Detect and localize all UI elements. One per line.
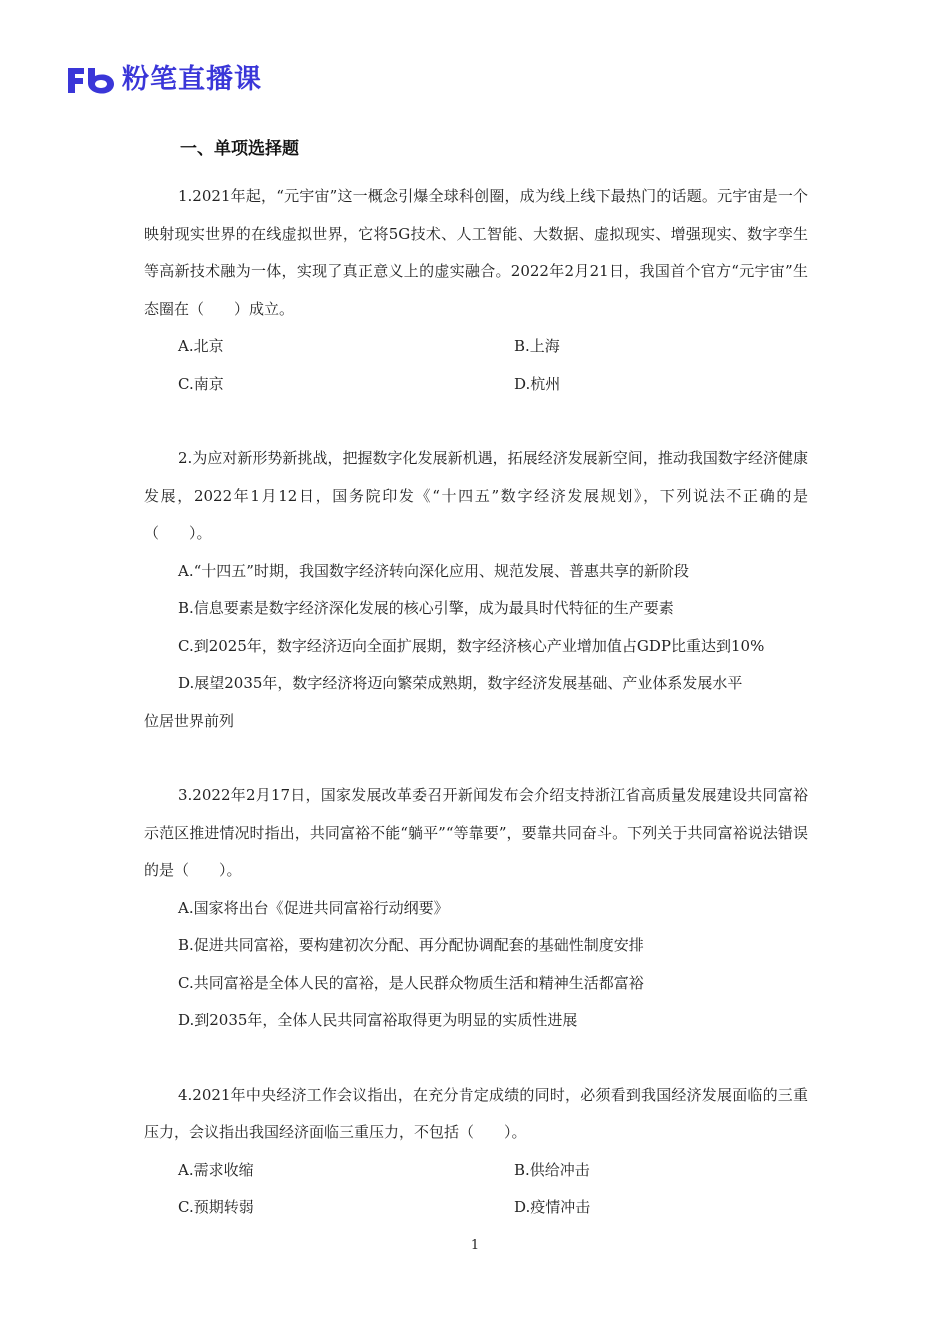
option-a: A.北京 [178,337,224,355]
option-row [144,328,808,366]
option-a: A.“十四五”时期，我国数字经济转向深化应用、规范发展、普惠共享的新阶段 [178,561,689,580]
option-c: C.共同富裕是全体人民的富裕，是人民群众物质生活和精神生活都富裕 [178,973,644,992]
brand-logo [66,62,262,98]
question-3 [144,777,808,1040]
question-stem: 2.为应对新形势新挑战，把握数字化发展新机遇，拓展经济发展新空间，推动我国数字经济健康发展，2022年1月12日，国务院印发《“十四五”数字经济发展规划》，下列说法不正确的是（ ）。 [144,449,808,542]
question-stem: 1.2021年起，“元宇宙”这一概念引爆全球科创圈，成为线上线下最热门的话题。元宇宙是一个映射现实世界的在线虚拟世界，它将5G技术、人工智能、大数据、虚拟现实、增强现实、数字孪生等高新技术融为一体，实现了真正意义上的虚实融合。2022年2月21日，我国首个官方“元宇宙”生态圈在（ ）成立。 [144,187,808,318]
option-a: A.需求收缩 [178,1160,254,1179]
option-b: B.供给冲击 [514,1160,590,1179]
option-d-continued: 位居世界前列 [144,711,235,730]
question-stem: 3.2022年2月17日，国家发展改革委召开新闻发布会介绍支持浙江省高质量发展建设共同富裕示范区推进情况时指出，共同富裕不能“躺平”“等靠要”，要靠共同奋斗。下列关于共同富裕说法错误的是（ ）。 [144,786,808,879]
question-stem: 4.2021年中央经济工作会议指出，在充分肯定成绩的同时，必须看到我国经济发展面临的三重压力，会议指出我国经济面临三重压力，不包括（ ）。 [144,1085,808,1141]
option-row [144,1189,808,1227]
question-2 [144,440,808,740]
option-row [144,366,808,404]
question-1 [144,178,808,403]
option-c: C.预期转弱 [178,1198,254,1216]
option-d: D.杭州 [514,374,561,393]
option-d: D.展望2035年，数字经济将迈向繁荣成熟期，数字经济发展基础、产业体系发展水平 [178,674,743,692]
option-b: B.信息要素是数字经济深化发展的核心引擎，成为最具时代特征的生产要素 [178,599,674,617]
option-row [144,1152,808,1190]
question-list [144,178,808,1227]
option-d: D.疫情冲击 [514,1198,591,1216]
page-number: 1 [470,1238,480,1253]
option-b: B.促进共同富裕，要构建初次分配、再分配协调配套的基础性制度安排 [178,936,644,954]
option-a: A.国家将出台《促进共同富裕行动纲要》 [178,898,449,917]
logo-text: 粉笔直播课 [122,64,262,95]
option-c: C.到2025年，数字经济迈向全面扩展期，数字经济核心产业增加值占GDP比重达到10% [178,636,765,655]
option-c: C.南京 [178,374,224,393]
fb-logo-icon [66,65,116,95]
option-b: B.上海 [514,337,560,355]
question-4 [144,1077,808,1227]
section-title: 一、单项选择题 [180,139,299,159]
option-d: D.到2035年，全体人民共同富裕取得更为明显的实质性进展 [178,1011,578,1029]
